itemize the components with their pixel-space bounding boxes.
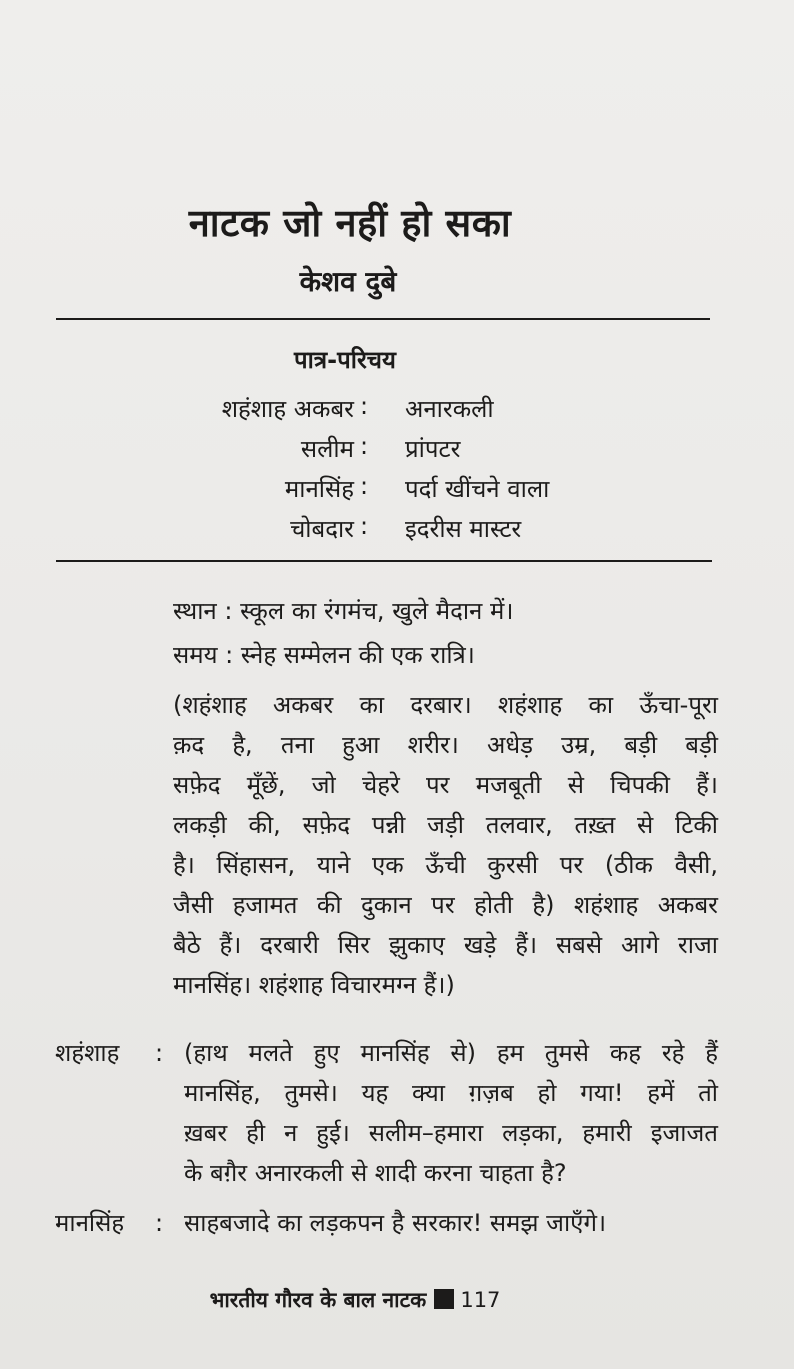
- setting-place: स्थान : स्कूल का रंगमंच, खुले मैदान में।: [173, 597, 514, 625]
- dialogue-line: ख़बर ही न हुई। सलीम–हमारा लड़का, हमारी इजाजत: [184, 1119, 718, 1147]
- cast-separator: :: [360, 432, 369, 460]
- cast-heading: पात्र-परिचय: [294, 346, 396, 374]
- stage-direction-line: (शहंशाह अकबर का दरबार। शहंशाह का ऊँचा-पूरा: [173, 691, 718, 719]
- cast-row: [0, 432, 794, 470]
- stage-direction-line: मानसिंह। शहंशाह विचारमग्न हैं।): [173, 971, 455, 999]
- author-name: केशव दुबे: [299, 265, 397, 298]
- stage-direction-line: लकड़ी की, सफ़ेद पन्नी जड़ी तलवार, तख़्त से टिकी: [173, 811, 718, 839]
- speaker-name: मानसिंह: [55, 1209, 125, 1237]
- dialogue-line: के बग़ैर अनारकली से शादी करना चाहता है?: [184, 1159, 567, 1187]
- stage-direction-line: सफ़ेद मूँछें, जो चेहरे पर मजबूती से चिपकी हैं।: [173, 771, 718, 799]
- footer-book-title: भारतीय गौरव के बाल नाटक: [209, 1288, 427, 1312]
- cast-row: [0, 392, 794, 430]
- cast-right: इदरीस मास्टर: [405, 515, 522, 543]
- speaker-name: शहंशाह: [55, 1039, 120, 1067]
- stage-direction-line: क़द है, तना हुआ शरीर। अधेड़ उम्र, बड़ी बड़ी: [173, 731, 718, 759]
- cast-left: चोबदार: [290, 515, 354, 543]
- bottom-divider: [56, 560, 712, 562]
- dialogue-line: मानसिंह, तुमसे। यह क्या ग़ज़ब हो गया! हमें तो: [184, 1079, 718, 1107]
- cast-left: शहंशाह अकबर: [221, 395, 354, 423]
- dialogue-lines: [184, 1203, 718, 1243]
- speaker-separator: :: [155, 1039, 164, 1067]
- cast-separator: :: [360, 472, 369, 500]
- cast-left: सलीम: [300, 435, 354, 463]
- square-bullet-icon: [434, 1289, 454, 1309]
- stage-direction-line: है। सिंहासन, याने एक ऊँची कुरसी पर (ठीक वैसी,: [173, 851, 718, 879]
- cast-row: [0, 512, 794, 550]
- stage-direction: [173, 685, 718, 1005]
- stage-direction-line: जैसी हजामत की दुकान पर होती है) शहंशाह अकबर: [173, 891, 718, 919]
- top-divider: [56, 318, 710, 320]
- stage-direction-line: बैठे हैं। दरबारी सिर झुकाए खड़े हैं। सबसे आगे राजा: [173, 931, 718, 959]
- cast-separator: :: [360, 392, 369, 420]
- cast-row: [0, 472, 794, 510]
- cast-right: अनारकली: [405, 395, 494, 423]
- setting-time: समय : स्नेह सम्मेलन की एक रात्रि।: [173, 641, 475, 669]
- cast-separator: :: [360, 512, 369, 540]
- play-title: नाटक जो नहीं हो सका: [188, 201, 512, 245]
- cast-left: मानसिंह: [284, 475, 354, 503]
- cast-right: प्रांपटर: [405, 435, 461, 463]
- page-footer: [0, 1286, 710, 1314]
- speaker-separator: :: [155, 1209, 164, 1237]
- dialogue-line: साहबजादे का लड़कपन है सरकार! समझ जाएँगे।: [184, 1209, 607, 1237]
- page-number: 117: [460, 1288, 501, 1312]
- dialogue-lines: [184, 1033, 718, 1193]
- dialogue-line: (हाथ मलते हुए मानसिंह से) हम तुमसे कह रहे हैं: [184, 1039, 718, 1067]
- cast-right: पर्दा खींचने वाला: [405, 475, 550, 503]
